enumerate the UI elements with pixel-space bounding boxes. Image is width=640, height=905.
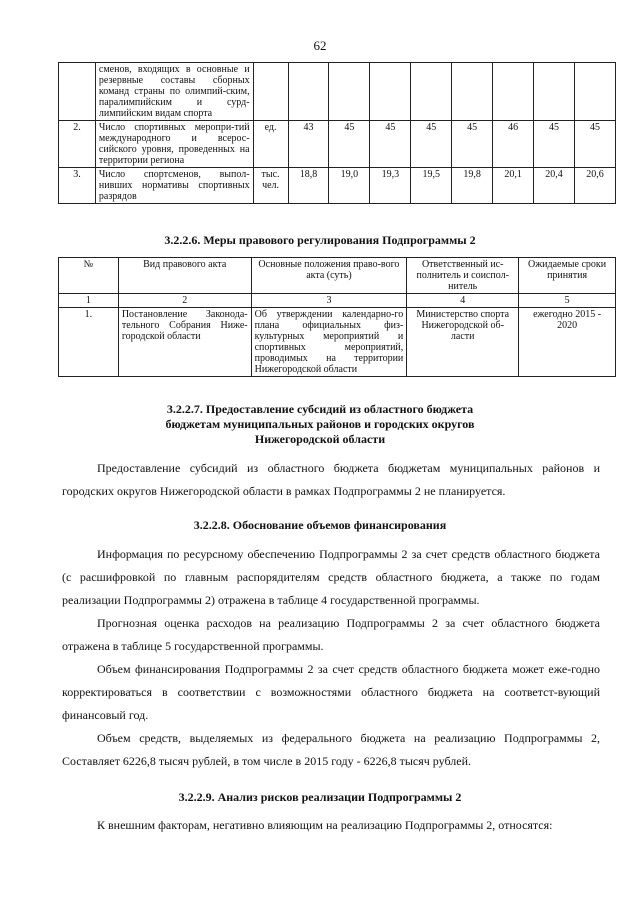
section-heading-legal-regulation: 3.2.2.6. Меры правового регулирования Подпрограммы 2 — [164, 233, 476, 247]
column-number: 3 — [251, 294, 407, 308]
value-cell: 19,3 — [370, 168, 411, 204]
value-cell: 18,8 — [288, 168, 329, 204]
value-cell — [452, 63, 493, 121]
section-heading-line: бюджетам муниципальных районов и городских округов — [165, 417, 475, 431]
value-cell: 45 — [411, 121, 452, 168]
financing-paragraph: Объем средств, выделяемых из федерального бюджета на реализацию Подпрограммы 2, Составляет 6226,8 тысяч рублей, в том числе в 2015 году - 6226,8 тысяч рублей. — [62, 731, 600, 768]
act-type: Постановление Законода-тельного Собрания Ниже-городской области — [118, 308, 251, 377]
section-heading-risks: 3.2.2.9. Анализ рисков реализации Подпрограммы 2 — [178, 790, 462, 804]
indicator-name: Число спортивных меропри-тий международного и всерос-сийского уровня, проведенных на территории региона — [95, 121, 253, 168]
value-cell — [329, 63, 370, 121]
indicator-name: сменов, входящих в основные и резервные составы сборных команд страны по олимпий-ским, паралимпийским и сурд-лимпийским видам спорта — [95, 63, 253, 121]
header-responsible: Ответственный ис-полнитель и соиспол-нитель — [407, 258, 519, 294]
section-heading-subsidies — [0, 402, 640, 447]
value-cell — [493, 63, 534, 121]
column-number: 2 — [118, 294, 251, 308]
subsidies-paragraph: Предоставление субсидий из областного бюджета бюджетам муниципальных районов и городских округов Нижегородской области в рамках Подпрограммы 2 не планируется. — [62, 461, 600, 498]
responsible-executor: Министерство спорта Нижегородской об-ласти — [407, 308, 519, 377]
section-heading-line: Нижегородской области — [254, 432, 386, 446]
value-cell: 19,0 — [329, 168, 370, 204]
row-number: 2. — [59, 121, 96, 168]
value-cell: 46 — [493, 121, 534, 168]
unit-cell — [253, 63, 288, 121]
section-heading-line: 3.2.2.7. Предоставление субсидий из областного бюджета — [166, 402, 474, 416]
value-cell: 45 — [534, 121, 575, 168]
value-cell: 20,1 — [493, 168, 534, 204]
row-number: 1. — [59, 308, 119, 377]
value-cell: 20,6 — [574, 168, 615, 204]
value-cell: 45 — [329, 121, 370, 168]
financing-paragraph: Информация по ресурсному обеспечению Подпрограммы 2 за счет средств областного бюджета (с расшифровкой по главным распорядителям средств областного бюджета, а также по годам реализации Подпрограммы 2) отражена в таблице 4 государственной программы. — [62, 547, 600, 607]
risks-paragraph: К внешним факторам, негативно влияющим на реализацию Подпрограммы 2, относятся: — [97, 818, 553, 832]
header-act-type: Вид правового акта — [118, 258, 251, 294]
column-number: 4 — [407, 294, 519, 308]
table-row — [59, 308, 616, 377]
table-row — [59, 63, 616, 121]
header-act-essence: Основные положения право-вого акта (суть) — [251, 258, 407, 294]
table-row — [59, 121, 616, 168]
value-cell: 45 — [452, 121, 493, 168]
value-cell: 20,4 — [534, 168, 575, 204]
value-cell: 43 — [288, 121, 329, 168]
page-number: 62 — [313, 38, 327, 53]
value-cell — [370, 63, 411, 121]
table-header-row — [59, 258, 616, 294]
value-cell: 19,5 — [411, 168, 452, 204]
value-cell — [411, 63, 452, 121]
value-cell — [288, 63, 329, 121]
section-heading-financing: 3.2.2.8. Обоснование объемов финансирования — [193, 518, 447, 532]
column-number: 5 — [519, 294, 616, 308]
indicators-table — [58, 62, 616, 204]
financing-paragraph: Объем финансирования Подпрограммы 2 за счет средств областного бюджета может еже-годно корректироваться в соответствии с возможностями областного бюджета на соответст-вующий финансовый год. — [62, 662, 600, 722]
value-cell: 45 — [574, 121, 615, 168]
row-number — [59, 63, 96, 121]
value-cell: 19,8 — [452, 168, 493, 204]
header-deadline: Ожидаемые сроки принятия — [519, 258, 616, 294]
column-number: 1 — [59, 294, 119, 308]
value-cell: 45 — [370, 121, 411, 168]
table-row — [59, 168, 616, 204]
adoption-deadline: ежегодно 2015 - 2020 — [519, 308, 616, 377]
unit-cell: ед. — [253, 121, 288, 168]
indicator-name: Число спортсменов, выпол-нивших нормативы спортивных разрядов — [95, 168, 253, 204]
financing-paragraph: Прогнозная оценка расходов на реализацию Подпрограммы 2 за счет областного бюджета отражена в таблице 5 государственной программы. — [62, 616, 600, 653]
legal-measures-table — [58, 257, 616, 377]
unit-cell: тыс. чел. — [253, 168, 288, 204]
header-number: № — [59, 258, 119, 294]
act-essence: Об утверждении календарно-го плана официальных физ-культурных мероприятий и спортивных мероприятий, проводимых на территории Нижегородской области — [251, 308, 407, 377]
value-cell — [574, 63, 615, 121]
value-cell — [534, 63, 575, 121]
column-number-row — [59, 294, 616, 308]
row-number: 3. — [59, 168, 96, 204]
